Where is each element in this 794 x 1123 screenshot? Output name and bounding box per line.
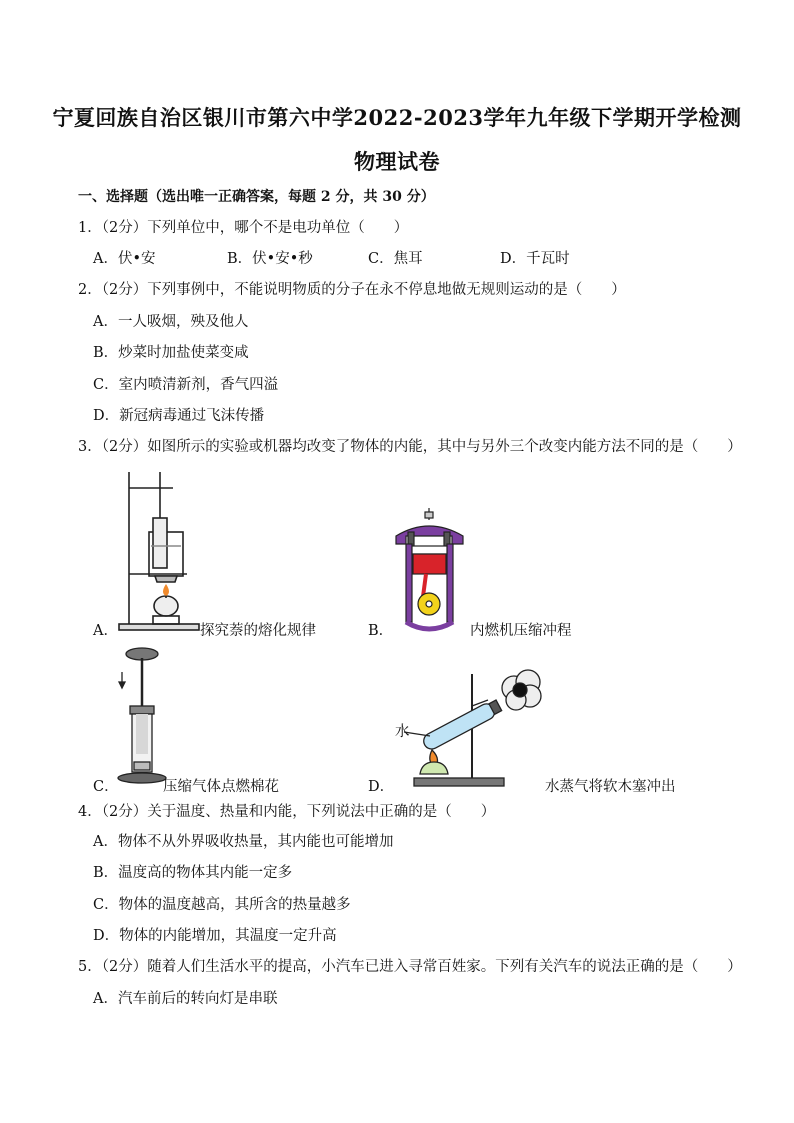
paper-title: 宁夏回族自治区银川市第六中学2022-2023学年九年级下学期开学检测 bbox=[52, 105, 742, 130]
question-2-option-b: B．炒菜时加盐使菜变咸 bbox=[93, 345, 249, 361]
question-2-option-a: A．一人吸烟，殃及他人 bbox=[93, 314, 249, 330]
figure-d-caption: 水蒸气将软木塞冲出 bbox=[545, 779, 676, 795]
question-1-stem: 1．（2分）下列单位中，哪个不是电功单位（ ） bbox=[78, 220, 409, 236]
question-5-stem: 5．（2分）随着人们生活水平的提高，小汽车已进入寻常百姓家。下列有关汽车的说法正确的是（ ） bbox=[78, 959, 742, 975]
engine-compression-stroke-figure bbox=[392, 506, 467, 634]
steam-cork-experiment-figure bbox=[390, 666, 550, 790]
question-4-option-c: C．物体的温度越高，其所含的热量越多 bbox=[93, 897, 351, 913]
naphthalene-melting-apparatus-figure bbox=[115, 466, 205, 634]
water-label: 水 bbox=[395, 724, 410, 740]
question-3-stem: 3．（2分）如图所示的实验或机器均改变了物体的内能，其中与另外三个改变内能方法不同的是（ ） bbox=[78, 439, 742, 455]
question-3-option-d: D． bbox=[368, 779, 395, 795]
question-4-option-d: D．物体的内能增加，其温度一定升高 bbox=[93, 928, 337, 944]
question-4-option-b: B．温度高的物体其内能一定多 bbox=[93, 865, 293, 881]
section-heading: 一、选择题（选出唯一正确答案，每题 2 分，共 30 分） bbox=[78, 189, 435, 205]
fire-syringe-figure bbox=[112, 646, 172, 786]
question-5-option-a: A．汽车前后的转向灯是串联 bbox=[93, 991, 278, 1007]
figure-c-caption: 压缩气体点燃棉花 bbox=[163, 779, 279, 795]
question-1-option-b: B．伏•安•秒 bbox=[227, 251, 313, 267]
question-4-option-a: A．物体不从外界吸收热量，其内能也可能增加 bbox=[93, 834, 394, 850]
question-1-option-d: D．千瓦时 bbox=[500, 251, 570, 267]
figure-b-caption: 内燃机压缩冲程 bbox=[470, 623, 572, 639]
question-3-option-c: C． bbox=[93, 779, 119, 795]
question-2-option-d: D．新冠病毒通过飞沫传播 bbox=[93, 408, 265, 424]
question-1-option-a: A．伏•安 bbox=[93, 251, 156, 267]
figure-a-caption: 探究萘的熔化规律 bbox=[200, 623, 316, 639]
question-1-option-c: C．焦耳 bbox=[368, 251, 423, 267]
question-3-option-a: A． bbox=[93, 623, 118, 639]
question-4-stem: 4．（2分）关于温度、热量和内能，下列说法中正确的是（ ） bbox=[78, 804, 496, 820]
question-2-option-c: C．室内喷清新剂，香气四溢 bbox=[93, 377, 279, 393]
paper-subtitle: 物理试卷 bbox=[354, 149, 440, 174]
question-2-stem: 2．（2分）下列事例中，不能说明物质的分子在永不停息地做无规则运动的是（ ） bbox=[78, 282, 626, 298]
question-3-option-b: B． bbox=[368, 623, 394, 639]
